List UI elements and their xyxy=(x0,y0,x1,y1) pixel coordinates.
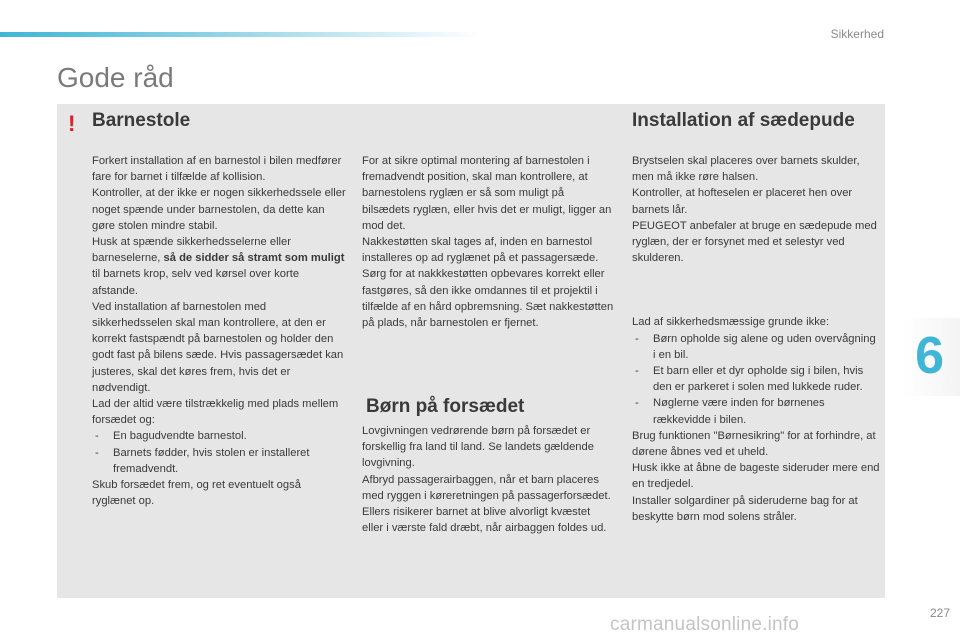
paragraph: Afbryd passagerairbaggen, når et barn placeres med ryggen i køreretningen på passagerforsædet. Ellers risikerer barnet at blive alvorligt kvæstet eller i værste fald dræbt, når airbaggen foldes ud. xyxy=(362,473,611,535)
paragraph: Skub forsædet frem, og ret eventuelt også ryglænet op. xyxy=(92,479,301,508)
list-item: - Nøglerne være inden for børnenes rækkevidde i bilen. xyxy=(632,395,880,427)
paragraph: Lad af sikkerhedsmæssige grunde ikke: xyxy=(632,316,830,329)
paragraph: Forkert installation af en barnestol i bilen medfører fare for barnet i tilfælde af kollision. xyxy=(92,155,342,184)
paragraph: Installer solgardiner på sideruderne bag for at beskytte børn mod solens stråler. xyxy=(632,494,858,523)
list-item: - Barnets fødder, hvis stolen er installeret fremadvendt. xyxy=(92,445,346,477)
saedepude-heading: Installation af sædepude xyxy=(632,110,855,131)
list-item: - Børn opholde sig alene og uden overvågning i en bil. xyxy=(632,331,880,363)
chapter-number: 6 xyxy=(915,327,944,385)
paragraph: Kontroller, at hofteselen er placeret hen over barnets lår. xyxy=(632,187,853,216)
barnestole-heading: Barnestole xyxy=(92,110,191,131)
paragraph: Brug funktionen "Børnesikring" for at forhindre, at dørene åbnes ved et uheld. xyxy=(632,429,876,459)
spacer xyxy=(632,266,880,314)
warning-icon: ! xyxy=(68,111,76,136)
paragraph: Brystselen skal placeres over barnets skulder, men må ikke røre halsen. xyxy=(632,155,860,184)
paragraph: For at sikre optimal montering af barnestolen i fremadvendt position, skal man kontrollere, at barnestolens ryglæn er så som muligt på bilsædets ryglæn, eller hvis det er muligt, ligger an mod det. xyxy=(362,155,612,232)
bullet-list xyxy=(92,428,346,477)
paragraph: Lovgivningen vedrørende børn på forsædet er forskellig fra land til land. Se landets gældende lovgivning. xyxy=(362,425,594,470)
barnestole-column-1 xyxy=(92,153,346,509)
list-item: - En bagudvendte barnestol. xyxy=(92,428,346,444)
bold-emphasis: så de sidder så stramt som muligt xyxy=(163,252,345,265)
watermark: carmanualsonline.info xyxy=(610,614,800,635)
page-title: Gode råd xyxy=(57,62,174,93)
page-number: 227 xyxy=(929,606,950,620)
bullet-list xyxy=(632,331,880,428)
paragraph: Sørg for at nakkkestøtten opbevares korrekt eller fastgøres, så den ikke omdannes til et projektil i tilfælde af en hård opbremsning. Sæt nakkestøtten på plads, når barnestolen er fjernet. xyxy=(362,268,614,330)
section-label: Sikkerhed xyxy=(830,27,884,41)
forsaede-column xyxy=(362,423,614,536)
header-accent-bar xyxy=(0,32,480,37)
paragraph: Husk at spænde sikkerhedsselerne eller barneselerne, så de sidder så stramt som muligt til barnets krop, selv ved kørsel over korte afstande. xyxy=(92,236,345,297)
barnestole-column-2 xyxy=(362,153,614,331)
paragraph: Nakkestøtten skal tages af, inden en barnestol installeres op ad ryglænet på et passagersæde. xyxy=(362,236,599,265)
paragraph: PEUGEOT anbefaler at bruge en sædepude med ryglæn, der er forsynet med et selestyr ved skulderen. xyxy=(632,219,877,265)
list-item: - Et barn eller et dyr opholde sig i bilen, hvis den er parkeret i solen med lukkede ruder. xyxy=(632,363,880,395)
paragraph: Lad der altid være tilstrækkelig med plads mellem forsædet og: xyxy=(92,398,339,427)
paragraph: Husk ikke at åbne de bageste sideruder mere end en tredjedel. xyxy=(632,462,880,491)
forsaede-heading: Børn på forsædet xyxy=(366,396,525,417)
paragraph: Kontroller, at der ikke er nogen sikkerhedssele eller noget spænde under barnestolen, da dette kan gøre stolen mindre stabil. xyxy=(92,187,346,232)
saedepude-column xyxy=(632,153,880,525)
paragraph: Ved installation af barnestolen med sikkerhedsselen skal man kontrollere, at den er korrekt fastspændt på barnestolen og holder den godt fast på bilens sæde. Hvis passagersædet kan justeres, skal det køres frem, hvis det er nødvendigt. xyxy=(92,300,344,394)
